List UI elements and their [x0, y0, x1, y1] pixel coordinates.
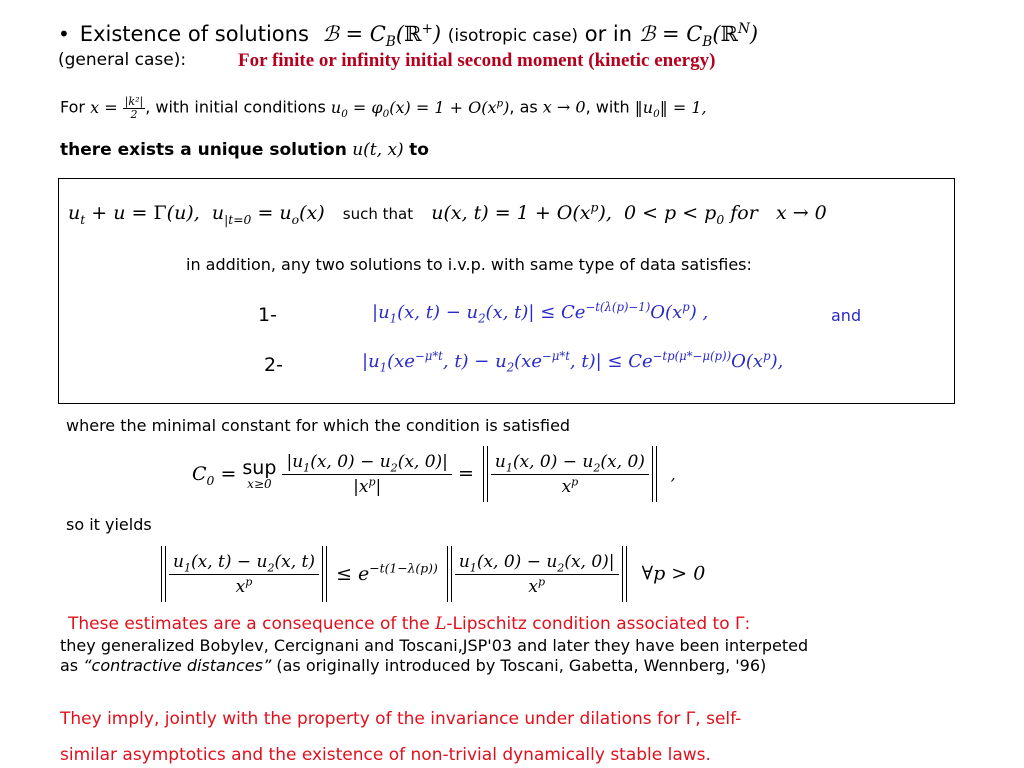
bullet-icon: • — [58, 22, 70, 46]
to-word: to — [409, 140, 429, 160]
as-word: as — [60, 656, 79, 675]
title-prefix: Existence of solutions — [79, 22, 309, 46]
sup-operator: sup x≥0 — [242, 456, 277, 491]
slide-title — [58, 21, 759, 51]
estimate-2-formula: $|u_1(xe^{-\mu*t}$, $t) - u_2(xe^{-\mu*t}$, $t)| \le Ce^{-tp(\mu*-\mu(p))}O(x^p)$, — [362, 349, 784, 375]
estimate-1-formula: $|u_1(x$, $t) - u_2(x$, $t)| \le Ce^{-t(\lambda(p)-1)}O(x^p)$ , — [372, 300, 709, 326]
estimate-label-2: 2- — [264, 354, 283, 376]
yields-text: so it yields — [66, 515, 152, 534]
imply-text-2: similar asymptotics and the existence of non-trivial dynamically stable laws. — [60, 745, 711, 765]
formula-evolution: $u_t + u = \Gamma(u)$, $u_{|t=0} = u_o(x)$ — [68, 202, 325, 227]
lipschitz-symbol: L — [435, 614, 447, 634]
kinetic-energy-note: For finite or infinity initial second moment (kinetic energy) — [238, 50, 716, 71]
formula-norm: $‖u_0‖ = 1$, — [634, 97, 707, 120]
exists-text: there exists a unique solution — [60, 140, 347, 160]
estimate-label-1: 1- — [258, 304, 277, 326]
formula-x-def: x = $\frac{\text{|k²|}}{2}$ — [90, 95, 144, 121]
formula-u0: $u_0 = \varphi_0(x) = 1 + O(x^p)$ — [330, 97, 510, 120]
for-word-box: for — [730, 202, 758, 224]
contractive-rest: (as originally introduced by Toscani, Gabetta, Wennberg, '96) — [276, 656, 767, 675]
and-word: and — [831, 306, 862, 325]
c0-formula: $C_0$ = sup x≥0 $\frac{|u_1(x, 0) - u_2(x, 0)|}{|x^p|}$ = $\frac{u_1(x, 0) - u_2(x, 0)}{x^p}$ , — [192, 446, 676, 502]
with-text: , with — [585, 97, 630, 117]
with-initial-conditions-text: , with initial conditions — [145, 97, 326, 117]
formula-asymptotic: u(x, $t) = 1 + O(x^p)$, $0 < p < p_0$ — [431, 200, 725, 227]
estimates-remark — [68, 614, 750, 634]
estimates-text-a: These estimates are a consequence of the — [68, 614, 430, 634]
formula-isotropic: ℬ = $C_B(ℝ^+)$ — [315, 21, 442, 51]
formula-limit: x → 0 — [542, 97, 586, 117]
generalized-text: they generalized Bobylev, Cercignani and Toscani,JSP'03 and later they have been interpeted — [60, 636, 809, 655]
general-case-label: (general case): — [58, 50, 187, 70]
addition-text: in addition, any two solutions to i.v.p. with same type of data satisfies: — [186, 255, 752, 274]
formula-general: ℬ = $C_B(ℝ^N)$ — [638, 21, 759, 51]
estimates-text-b: -Lipschitz condition associated to Γ: — [446, 614, 751, 634]
imply-text-1: They imply, jointly with the property of the invariance under dilations for Γ, self- — [60, 709, 742, 729]
for-word: For — [60, 97, 85, 117]
formula-solution: u(t, x) — [352, 140, 404, 160]
existence-line — [60, 140, 429, 160]
or-in-text: or in — [584, 22, 633, 46]
such-that-text: such that — [342, 205, 414, 223]
contractive-line — [60, 656, 766, 675]
contractive-text: “contractive distances” — [83, 656, 272, 675]
isotropic-label: (isotropic case) — [447, 26, 579, 46]
contraction-formula: $\frac{u_1(x, t) - u_2(x, t)}{x^p}$ ≤ $e^{-t(1-\lambda(p))}$ $\frac{u_1(x, 0) - u_2(x, 0)|}{x^p}$ ∀p > 0 — [158, 546, 705, 602]
main-equation — [68, 200, 827, 227]
minimal-constant-text: where the minimal constant for which the condition is satisfied — [66, 416, 571, 435]
initial-conditions-line — [60, 96, 707, 120]
formula-limit-box: x → 0 — [763, 202, 827, 224]
as-text: , as — [509, 97, 538, 117]
